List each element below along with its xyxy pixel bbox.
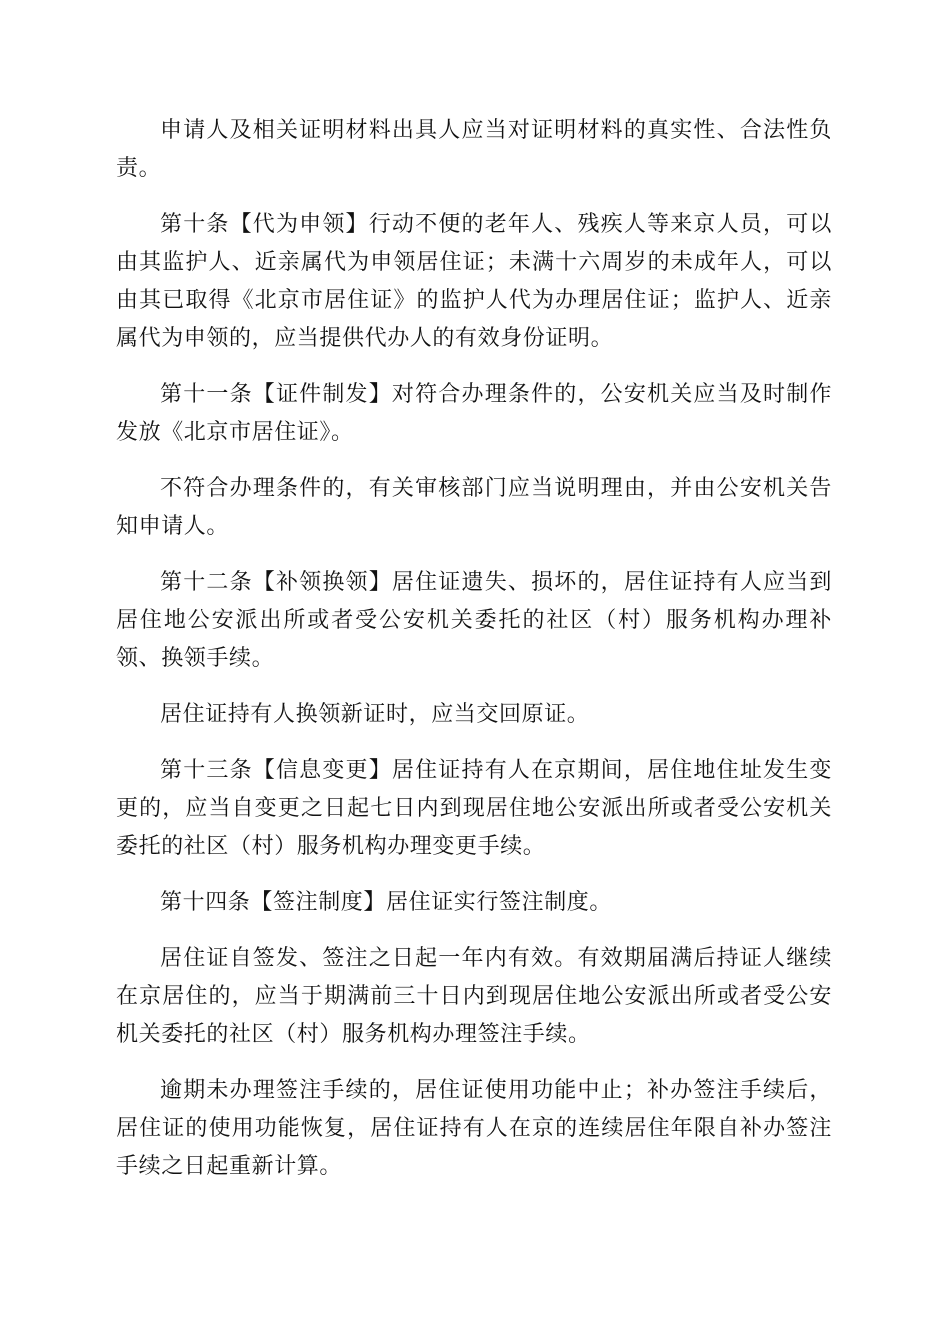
paragraph-article-11-rejection: 不符合办理条件的，有关审核部门应当说明理由，并由公安机关告知申请人。 xyxy=(116,476,832,539)
paragraph-article-12-return: 居住证持有人换领新证时，应当交回原证。 xyxy=(160,702,590,727)
paragraph-article-14-overdue: 逾期未办理签注手续的，居住证使用功能中止；补办签注手续后，居住证的使用功能恢复，居住证持有人在京的连续居住年限自补办签注手续之日起重新计算。 xyxy=(116,1078,832,1179)
paragraph-article-14: 第十四条【签注制度】居住证实行签注制度。 xyxy=(160,890,613,915)
paragraph-article-10: 第十条【代为申领】行动不便的老年人、残疾人等来京人员，可以由其监护人、近亲属代为申领居住证；未满十六周岁的未成年人，可以由其已取得《北京市居住证》的监护人代为办理居住证；监护人、近亲属代为申领的，应当提供代办人的有效身份证明。 xyxy=(116,212,832,351)
paragraph-article-12: 第十二条【补领换领】居住证遗失、损坏的，居住证持有人应当到居住地公安派出所或者受公安机关委托的社区（村）服务机构办理补领、换领手续。 xyxy=(116,570,832,671)
paragraph-article-13: 第十三条【信息变更】居住证持有人在京期间，居住地住址发生变更的，应当自变更之日起七日内到现居住地公安派出所或者受公安机关委托的社区（村）服务机构办理变更手续。 xyxy=(116,758,832,859)
paragraph-article-11: 第十一条【证件制发】对符合办理条件的，公安机关应当及时制作发放《北京市居住证》。 xyxy=(116,382,832,445)
document-body xyxy=(116,112,832,1204)
paragraph-article-14-validity: 居住证自签发、签注之日起一年内有效。有效期届满后持证人继续在京居住的，应当于期满前三十日内到现居住地公安派出所或者受公安机关委托的社区（村）服务机构办理签注手续。 xyxy=(116,946,832,1047)
paragraph-applicant-responsibility: 申请人及相关证明材料出具人应当对证明材料的真实性、合法性负责。 xyxy=(116,118,832,181)
